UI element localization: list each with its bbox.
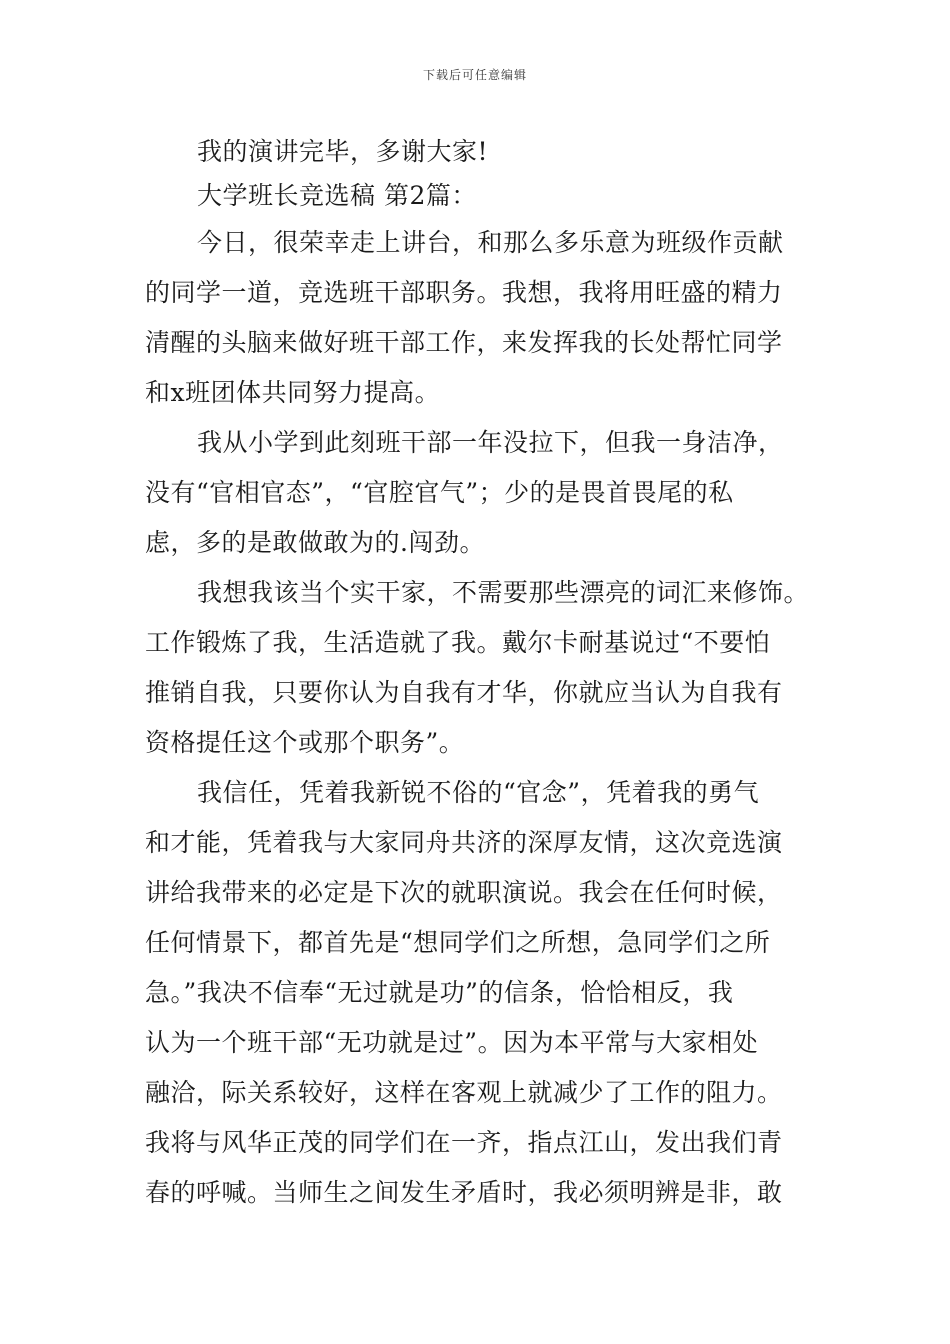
text-line: 认为一个班干部“无功就是过”。因为本平常与大家相处 — [145, 1028, 759, 1057]
text-line: 和才能，凭着我与大家同舟共济的深厚友情，这次竞选演 — [145, 828, 783, 857]
text-line: 融洽，际关系较好，这样在客观上就减少了工作的阻力。 — [145, 1078, 783, 1107]
text-line: 资格提任这个或那个职务”。 — [145, 728, 465, 757]
text-line: 我将与风华正茂的同学们在一齐，指点江山，发出我们青 — [145, 1128, 783, 1157]
text-line: 我想我该当个实干家，不需要那些漂亮的词汇来修饰。 — [197, 578, 810, 607]
page-header: 下载后可任意编辑 — [422, 68, 527, 82]
text-line: 急。”我决不信奉“无过就是功”的信条，恰恰相反，我 — [145, 978, 734, 1007]
text-line: 讲给我带来的必定是下次的就职演说。我会在任何时候， — [145, 878, 783, 907]
text-line: 没有“官相官态”，“官腔官气”；少的是畏首畏尾的私 — [145, 478, 734, 507]
text-line: 任何情景下，都首先是“想同学们之所想，急同学们之所 — [145, 928, 771, 957]
text-line: 和x班团体共同努力提高。 — [145, 378, 441, 407]
text-line: 我信任，凭着我新锐不俗的“官念”，凭着我的勇气 — [197, 778, 760, 807]
text-line: 我从小学到此刻班干部一年没拉下，但我一身洁净， — [197, 428, 784, 457]
text-line: 清醒的头脑来做好班干部工作，来发挥我的长处帮忙同学 — [145, 328, 783, 357]
text-line: 我的演讲完毕，多谢大家! — [197, 137, 489, 166]
text-line: 的同学一道，竞选班干部职务。我想，我将用旺盛的精力 — [145, 278, 783, 307]
text-line: 今日，很荣幸走上讲台，和那么多乐意为班级作贡献 — [197, 228, 784, 257]
document-body — [145, 130, 810, 1218]
text-line: 春的呼喊。当师生之间发生矛盾时，我必须明辨是非，敢 — [145, 1178, 783, 1207]
text-line: 虑，多的是敢做敢为的.闯劲。 — [145, 528, 485, 557]
text-line: 工作锻炼了我，生活造就了我。戴尔卡耐基说过“不要怕 — [145, 628, 771, 657]
text-line: 推销自我，只要你认为自我有才华，你就应当认为自我有 — [145, 678, 783, 707]
section-heading: 大学班长竞选稿 第2篇： — [197, 181, 477, 210]
